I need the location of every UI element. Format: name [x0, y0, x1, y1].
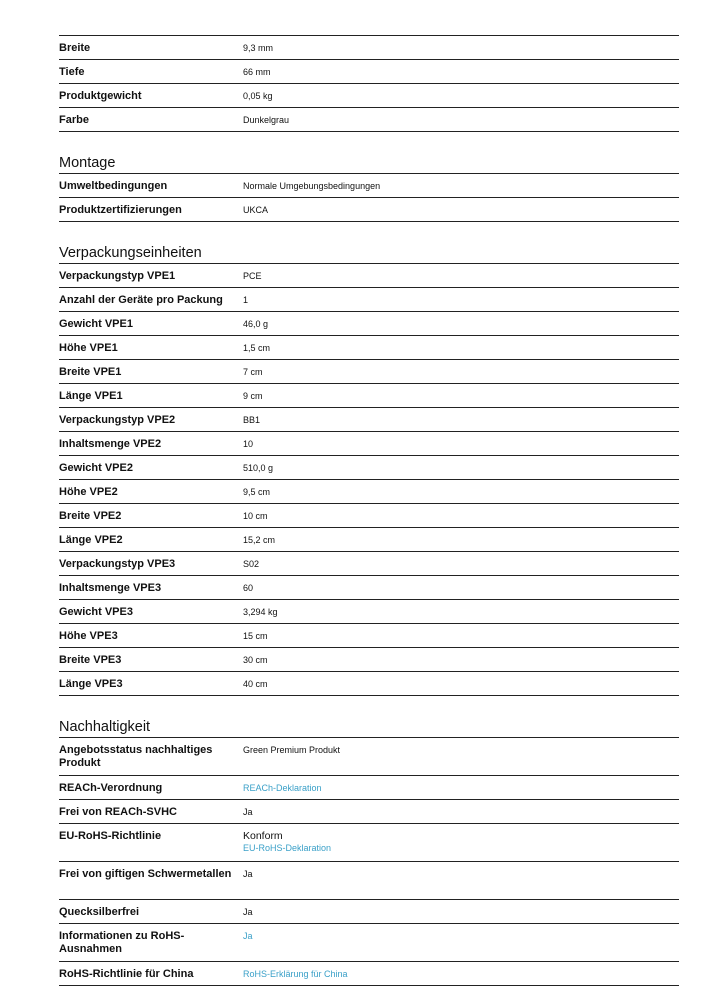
row-label: Länge VPE2	[59, 534, 123, 546]
row-value: BB1	[243, 415, 261, 425]
table-row	[59, 408, 679, 432]
row-value: 9,3 mm	[243, 43, 274, 53]
table-row	[59, 174, 679, 198]
table-row	[59, 528, 679, 552]
row-value: PCE	[243, 271, 262, 281]
row-label: Breite	[59, 42, 91, 54]
table-row	[59, 552, 679, 576]
table-row	[59, 84, 679, 108]
row-label: Angebotsstatus nachhaltiges Produkt	[59, 744, 213, 769]
spec-sheet	[59, 0, 679, 986]
section-packaging	[59, 222, 679, 696]
spec-table	[59, 263, 679, 696]
row-label: Produktgewicht	[59, 90, 142, 102]
row-label: Verpackungstyp VPE2	[59, 414, 176, 426]
table-row	[59, 962, 679, 986]
rohs-status: Konform	[243, 830, 283, 842]
row-label: Länge VPE1	[59, 390, 123, 402]
china-rohs-declaration-link[interactable]: RoHS-Erklärung für China	[243, 969, 348, 979]
row-value: Dunkelgrau	[243, 115, 290, 125]
row-value: 60	[243, 583, 254, 593]
row-value: 10 cm	[243, 511, 268, 521]
table-row	[59, 776, 679, 800]
row-value: UKCA	[243, 205, 269, 215]
table-row	[59, 264, 679, 288]
table-row	[59, 624, 679, 648]
row-label: EU-RoHS-Richtlinie	[59, 830, 162, 842]
table-row	[59, 900, 679, 924]
section-title: Nachhaltigkeit	[59, 719, 151, 735]
row-label: Breite VPE3	[59, 654, 122, 666]
row-value: 510,0 g	[243, 463, 274, 473]
table-row	[59, 108, 679, 132]
row-label: Farbe	[59, 114, 89, 126]
row-label: Höhe VPE1	[59, 342, 118, 354]
spec-table	[59, 35, 679, 132]
row-label: Tiefe	[59, 66, 85, 78]
row-label: Länge VPE3	[59, 678, 123, 690]
reach-declaration-link[interactable]: REACh-Deklaration	[243, 783, 322, 793]
row-label: Frei von REACh-SVHC	[59, 806, 177, 818]
section-dimensions	[59, 0, 679, 132]
row-label: Frei von giftigen Schwermetallen	[59, 868, 232, 880]
table-row	[59, 504, 679, 528]
row-label: Gewicht VPE2	[59, 462, 133, 474]
table-row	[59, 672, 679, 696]
table-row	[59, 456, 679, 480]
row-value: S02	[243, 559, 260, 569]
row-label: Inhaltsmenge VPE3	[59, 582, 162, 594]
row-label: Höhe VPE3	[59, 630, 118, 642]
row-value: 10	[243, 439, 254, 449]
row-value: 15 cm	[243, 631, 268, 641]
row-label: Quecksilberfrei	[59, 906, 140, 918]
row-value: 30 cm	[243, 655, 268, 665]
table-row	[59, 824, 679, 862]
row-value: 15,2 cm	[243, 535, 276, 545]
row-value: 1,5 cm	[243, 343, 271, 353]
section-title: Verpackungseinheiten	[59, 245, 202, 261]
table-row	[59, 384, 679, 408]
table-row	[59, 576, 679, 600]
table-row	[59, 800, 679, 824]
table-row	[59, 60, 679, 84]
row-value: Ja	[243, 869, 253, 879]
table-row	[59, 480, 679, 504]
row-value: Ja	[243, 907, 253, 917]
row-label: Verpackungstyp VPE3	[59, 558, 176, 570]
row-value: 7 cm	[243, 367, 263, 377]
section-montage	[59, 132, 679, 222]
row-value	[243, 962, 679, 985]
spec-table	[59, 173, 679, 222]
row-value: Normale Umgebungsbedingungen	[243, 181, 381, 191]
row-value: 9,5 cm	[243, 487, 271, 497]
section-sustainability	[59, 696, 679, 986]
row-value	[243, 776, 679, 799]
row-label: Gewicht VPE1	[59, 318, 133, 330]
row-value: 9 cm	[243, 391, 263, 401]
row-value: 66 mm	[243, 67, 271, 77]
row-value: Green Premium Produkt	[243, 745, 341, 755]
row-value	[243, 824, 679, 861]
table-row	[59, 432, 679, 456]
spec-table	[59, 737, 679, 986]
table-row	[59, 862, 679, 900]
table-row	[59, 288, 679, 312]
row-label: Höhe VPE2	[59, 486, 118, 498]
table-row	[59, 600, 679, 624]
row-value: 40 cm	[243, 679, 268, 689]
row-value	[243, 924, 679, 961]
table-row	[59, 36, 679, 60]
row-label: Anzahl der Geräte pro Packung	[59, 294, 223, 306]
table-row	[59, 738, 679, 776]
row-label: Inhaltsmenge VPE2	[59, 438, 162, 450]
table-row	[59, 648, 679, 672]
row-label: Breite VPE2	[59, 510, 122, 522]
row-label: RoHS-Richtlinie für China	[59, 968, 194, 980]
row-label: Verpackungstyp VPE1	[59, 270, 176, 282]
row-label: REACh-Verordnung	[59, 782, 163, 794]
table-row	[59, 360, 679, 384]
row-label: Informationen zu RoHS-Ausnahmen	[59, 930, 185, 955]
row-value: 0,05 kg	[243, 91, 273, 101]
row-value: 46,0 g	[243, 319, 269, 329]
row-label: Umweltbedingungen	[59, 180, 168, 192]
row-value: 1	[243, 295, 249, 305]
row-label: Breite VPE1	[59, 366, 122, 378]
table-row	[59, 312, 679, 336]
row-label: Produktzertifizierungen	[59, 204, 182, 216]
table-row	[59, 924, 679, 962]
row-value: Ja	[243, 807, 253, 817]
row-value: 3,294 kg	[243, 607, 278, 617]
eu-rohs-declaration-link[interactable]: EU-RoHS-Deklaration	[243, 843, 332, 853]
table-row	[59, 198, 679, 222]
rohs-exemptions-link[interactable]: Ja	[243, 931, 253, 941]
row-label: Gewicht VPE3	[59, 606, 133, 618]
table-row	[59, 336, 679, 360]
section-title: Montage	[59, 155, 116, 171]
